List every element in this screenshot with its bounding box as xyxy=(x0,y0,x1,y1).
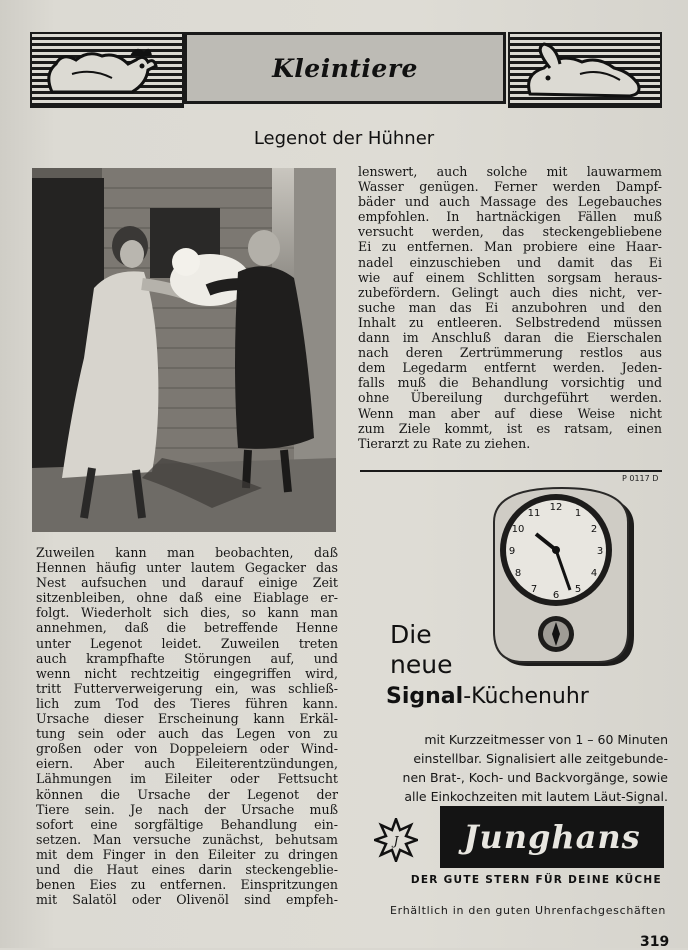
ad-body-line: alle Einkochzeiten mit lautem Läut-Signal. xyxy=(404,789,668,804)
text-line: ohne Übereilung durchgeführt werden. xyxy=(358,390,662,406)
svg-text:6: 6 xyxy=(552,590,560,601)
ad-body-text xyxy=(368,730,668,806)
text-line: tritt Futterverweigerung ein, was schließ- xyxy=(36,680,338,696)
star-letter: J xyxy=(393,834,399,848)
text-line: Wenn man aber auf diese Weise nicht xyxy=(358,405,662,421)
text-line: wenn nicht rechtzeitig eingegriffen wird, xyxy=(36,665,338,681)
ad-headline-die: Die xyxy=(390,620,432,649)
text-line: unter Legenot leidet. Zuweilen treten xyxy=(36,635,338,651)
brand-name: Junghans xyxy=(463,818,641,856)
rabbit-icon xyxy=(508,32,662,108)
text-line: nach deren Zertrümmerung restlos aus xyxy=(358,345,662,361)
text-line: dem Legedarm entfernt werden. Jeden- xyxy=(358,360,662,376)
text-line: Ei zu entfernen. Man probiere eine Haar- xyxy=(358,239,662,255)
text-line: suche man das Ei anzubohren und den xyxy=(358,299,662,315)
text-line: auch krampfhafte Störungen auf, und xyxy=(36,650,338,666)
ad-headline-top xyxy=(390,620,452,680)
text-line: lenswert, auch solche mit lauwarmem xyxy=(358,164,662,179)
text-line: mit Salatöl oder Olivenöl sind empfeh- xyxy=(36,892,338,908)
text-line: Wasser genügen. Ferner werden Dampf- xyxy=(358,179,662,195)
ad-code: P 0117 D xyxy=(622,474,659,483)
ad-headline-neue: neue xyxy=(390,650,453,679)
text-line: können die Ursache der Legenot der xyxy=(36,786,338,802)
ad-headline-kuechenuhr: -Küchenuhr xyxy=(463,684,589,709)
section-title: Kleintiere xyxy=(272,53,418,83)
ad-headline-signal: Signal xyxy=(386,684,464,709)
text-line: eiern. Aber auch Eileiterentzündungen, xyxy=(36,756,338,772)
text-line: Lähmungen im Eileiter oder Fettsucht xyxy=(36,771,338,787)
text-line: Tierarzt zu Rate zu ziehen. xyxy=(358,435,531,451)
kitchen-clock-illustration xyxy=(492,486,640,670)
text-line: dann im Anschluß daran die Eierschalen xyxy=(358,330,662,346)
svg-text:7: 7 xyxy=(530,584,538,595)
text-line: Tiere sein. Je nach der Ursache muß xyxy=(36,801,338,817)
section-title-box xyxy=(184,32,506,104)
ad-slogan: DER GUTE STERN FÜR DEINE KÜCHE xyxy=(410,874,662,886)
text-line: zum Ziele kommt, ist es ratsam, einen xyxy=(358,420,662,436)
article-left-column xyxy=(36,545,338,907)
hen-icon xyxy=(30,32,184,108)
text-line: zubefördern. Gelingt auch dies nicht, ver- xyxy=(358,284,662,300)
ad-availability: Erhältlich in den guten Uhrenfachgeschäften xyxy=(390,904,666,917)
text-line: Nest aufsuchen und darauf einige Zeit xyxy=(36,575,338,591)
brand-logo-box xyxy=(440,806,664,868)
text-line: Zuweilen kann man beobachten, daß xyxy=(36,545,338,560)
svg-text:2: 2 xyxy=(590,524,598,535)
ad-divider xyxy=(360,470,662,472)
photo-women-with-hen xyxy=(32,168,336,532)
svg-text:12: 12 xyxy=(549,502,563,513)
article-title-text: Legenot der Hühner xyxy=(253,128,435,149)
text-line: großen oder von Doppeleiern oder Wind- xyxy=(36,741,338,757)
article-right-column xyxy=(358,164,662,451)
text-line: tung sein oder auch das Legen von zu xyxy=(36,726,338,742)
svg-text:4: 4 xyxy=(590,568,598,579)
text-line: setzen. Man versuche zunächst, behutsam xyxy=(36,831,338,847)
ad-body-line: einstellbar. Signalisiert alle zeitgebunde- xyxy=(413,751,668,766)
svg-text:1: 1 xyxy=(574,508,582,519)
text-line: mit dem Finger in den Eileiter zu dringen xyxy=(36,846,338,862)
text-line: folgt. Wiederholt sich dies, so kann man xyxy=(36,605,338,621)
svg-text:3: 3 xyxy=(596,546,604,557)
ad-headline-product xyxy=(386,684,589,709)
text-line: falls muß die Behandlung vorsichtig und xyxy=(358,375,662,391)
svg-text:8: 8 xyxy=(514,568,522,579)
svg-text:5: 5 xyxy=(574,584,582,595)
star-logo-icon xyxy=(374,818,418,862)
text-line: nadel einzuschieben und damit das Ei xyxy=(358,254,662,270)
text-line: wie auf einem Schlitten sorgsam heraus- xyxy=(358,269,662,285)
text-line: Inhalt zu entleeren. Selbstredend müssen xyxy=(358,314,662,330)
text-line: sitzenbleiben, ohne daß eine Eiablage er- xyxy=(36,590,338,606)
text-line: bäder und auch Massage des Legebauches xyxy=(358,194,662,210)
section-banner xyxy=(30,30,662,108)
svg-text:10: 10 xyxy=(511,524,525,535)
text-line: Hennen häufig unter lautem Gegacker das xyxy=(36,560,338,576)
ad-body-line: nen Brat-, Koch- und Backvorgänge, sowie xyxy=(402,770,668,785)
svg-text:9: 9 xyxy=(508,546,516,557)
text-line: Ursache dieser Erscheinung kann Erkäl- xyxy=(36,711,338,727)
text-line: lich zum Tod des Tieres führen kann. xyxy=(36,695,338,711)
ad-body-line: mit Kurzzeitmesser von 1 – 60 Minuten xyxy=(424,732,668,747)
text-line: und die Haut eines darin steckengeblie- xyxy=(36,861,338,877)
text-line: annehmen, daß die betreffende Henne xyxy=(36,620,338,636)
text-line: benen Eies zu entfernen. Einspritzungen xyxy=(36,877,338,893)
svg-text:11: 11 xyxy=(527,508,541,519)
article-title xyxy=(0,128,688,149)
text-line: versucht werden, das steckengebliebene xyxy=(358,224,662,240)
text-line: empfohlen. In hartnäckigen Fällen muß xyxy=(358,209,662,225)
text-line: sofort eine sorgfältige Behandlung ein- xyxy=(36,816,338,832)
page-number: 319 xyxy=(640,934,670,950)
